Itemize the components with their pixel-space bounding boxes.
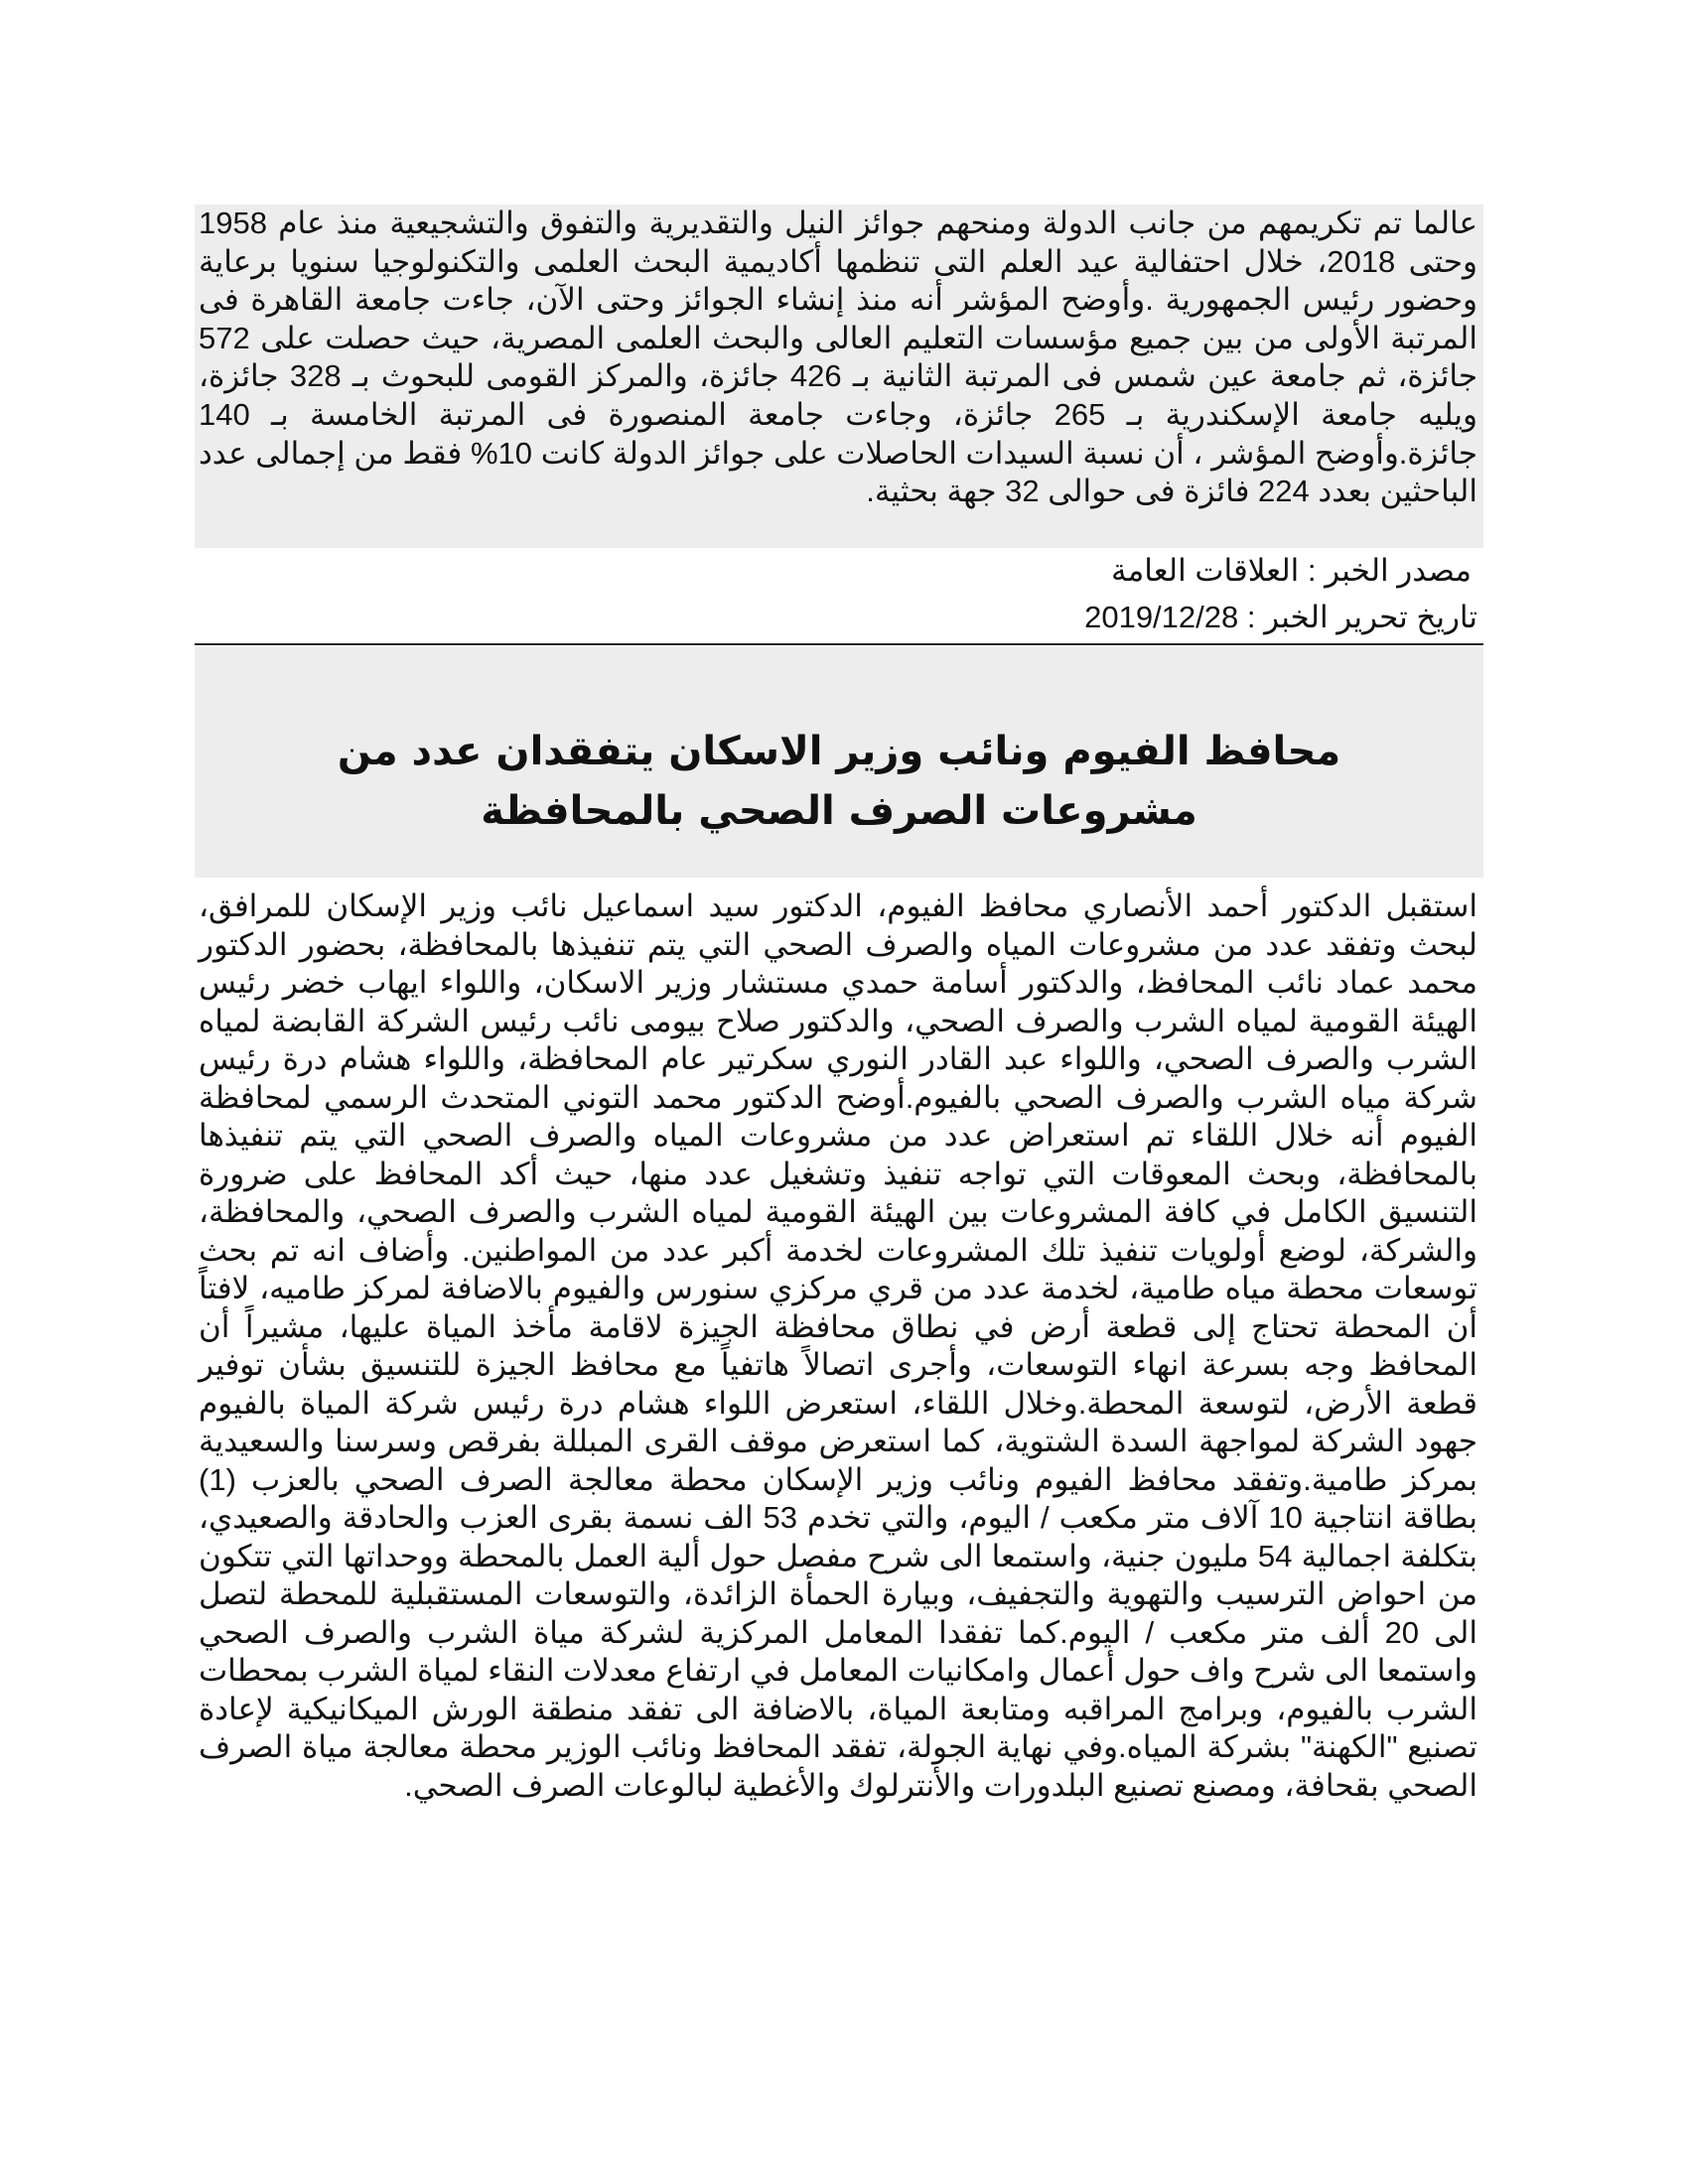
headline-block <box>195 647 1483 878</box>
article-headline: محافظ الفيوم ونائب وزير الاسكان يتفقدان عدد من مشروعات الصرف الصحي بالمحافظة <box>337 729 1341 834</box>
previous-article-paragraph: عالما تم تكريمهم من جانب الدولة ومنحهم جوائز النيل والتقديرية والتفوق والتشجيعية منذ عام 1958 وحتى 2018، خلال احتفالية عيد العلم التى تنظمها أكاديمية البحث العلمى والتكنولوجيا سنويا برعاية وحضور رئيس الجمهورية .وأوضح المؤشر أنه منذ إنشاء الجوائز وحتى الآن، جاءت جامعة القاهرة فى المرتبة الأولى من بين جميع مؤسسات التعليم العالى والبحث العلمى المصرية، حيث حصلت على 572 جائزة، ثم جامعة عين شمس فى المرتبة الثانية بـ 426 جائزة، والمركز القومى للبحوث بـ 328 جائزة، ويليه جامعة الإسكندرية بـ 265 جائزة، وجاءت جامعة المنصورة فى المرتبة الخامسة بـ 140 جائزة.وأوضح المؤشر ، أن نسبة السيدات الحاصلات على جوائز الدولة كانت 10% فقط من إجمالى عدد الباحثين بعدد 224 فائزة فى حوالى 32 جهة بحثية. <box>199 205 1477 509</box>
article-body-block <box>195 887 1483 1805</box>
previous-article-paragraph-block <box>195 205 1483 548</box>
news-date-line: تاريخ تحرير الخبر : 2019/12/28 <box>1084 600 1477 634</box>
section-divider <box>195 643 1483 645</box>
article-body: استقبل الدكتور أحمد الأنصاري محافظ الفيوم، الدكتور سيد اسماعيل نائب وزير الإسكان للمرافق، لبحث وتفقد عدد من مشروعات المياه والصرف الصحي التي يتم تنفيذها بالمحافظة، بحضور الدكتور محمد عماد نائب المحافظ، والدكتور أسامة حمدي مستشار وزير الاسكان، واللواء ايهاب خضر رئيس الهيئة القومية لمياه الشرب والصرف الصحي، والدكتور صلاح بيومى نائب رئيس الشركة القابضة لمياه الشرب والصرف الصحي، واللواء عبد القادر النوري سكرتير عام المحافظة، واللواء هشام درة رئيس شركة مياه الشرب والصرف الصحي بالفيوم.أوضح الدكتور محمد التوني المتحدث الرسمي لمحافظة الفيوم أنه خلال اللقاء تم استعراض عدد من مشروعات المياه والصرف الصحي التي يتم تنفيذها بالمحافظة، وبحث المعوقات التي تواجه تنفيذ وتشغيل عدد منها، حيث أكد المحافظ على ضرورة التنسيق الكامل في كافة المشروعات بين الهيئة القومية لمياه الشرب والصرف الصحي، والمحافظة، والشركة، لوضع أولويات تنفيذ تلك المشروعات لخدمة أكبر عدد من المواطنين. وأضاف انه تم بحث توسعات محطة مياه طامية، لخدمة عدد من قري مركزي سنورس والفيوم بالاضافة لمركز طاميه، لافتاً أن المحطة تحتاج إلى قطعة أرض في نطاق محافظة الجيزة لاقامة مأخذ المياة عليها، مشيراً أن المحافظ وجه بسرعة انهاء التوسعات، وأجرى اتصالاً هاتفياً مع محافظ الجيزة للتنسيق بشأن توفير قطعة الأرض، لتوسعة المحطة.وخلال اللقاء، استعرض اللواء هشام درة رئيس شركة المياة بالفيوم جهود الشركة لمواجهة السدة الشتوية، كما استعرض موقف القرى المبللة بفرقص وسرسنا والسعيدية بمركز طامية.وتفقد محافظ الفيوم ونائب وزير الإسكان محطة معالجة الصرف الصحي بالعزب (1) بطاقة انتاجية 10 آلاف متر مكعب / اليوم، والتي تخدم 53 الف نسمة بقرى العزب والحادقة والصعيدي، بتكلفة اجمالية 54 مليون جنية، واستمعا الى شرح مفصل حول ألية العمل بالمحطة ووحداتها التي تتكون من احواض الترسيب والتهوية والتجفيف، وبيارة الحمأة الزائدة، والتوسعات المستقبلية للمحطة لتصل الى 20 ألف متر مكعب / اليوم.كما تفقدا المعامل المركزية لشركة مياة الشرب والصرف الصحي واستمعا الى شرح واف حول أعمال وامكانيات المعامل في ارتفاع معدلات النقاء لمياة الشرب بمحطات الشرب بالفيوم، وبرامج المراقبه ومتابعة المياة، بالاضافة الى تفقد منطقة الورش الميكانيكية لإعادة تصنيع "الكهنة" بشركة المياه.وفي نهاية الجولة، تفقد المحافظ ونائب الوزير محطة معالجة مياة الصرف الصحي بقحافة، ومصنع تصنيع البلدورات والأنترلوك والأغطية لبالوعات الصرف الصحي. <box>199 888 1477 1803</box>
news-source-line: مصدر الخبر : العلاقات العامة <box>1111 553 1472 588</box>
